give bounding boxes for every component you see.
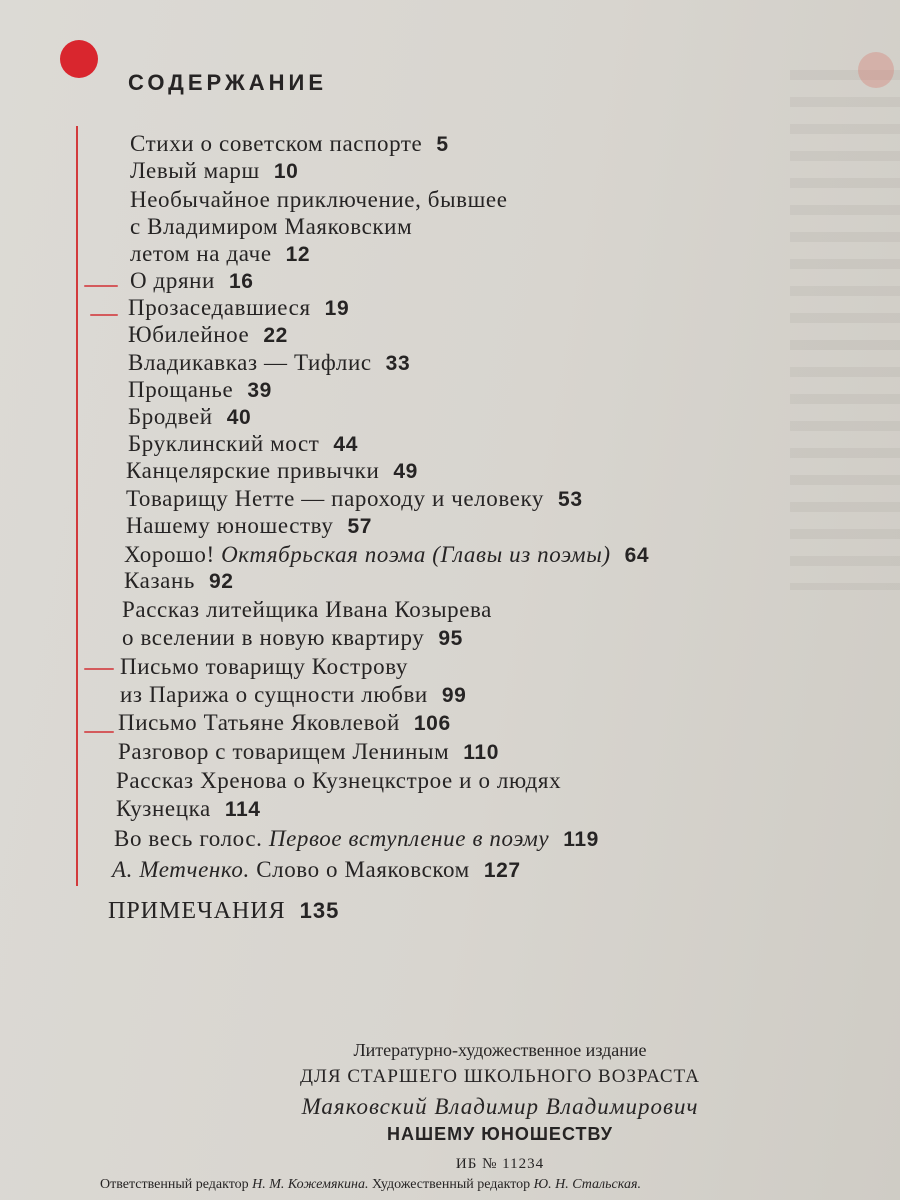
toc-entry: Рассказ Хренова о Кузнецкстрое и о людях [116,768,562,793]
red-tick-mark [84,731,114,733]
toc-entry: Стихи о советском паспорте 5 [130,131,449,156]
page-number: 64 [624,544,650,567]
page-number: 16 [228,270,254,293]
toc-entry: Письмо товарищу Кострову [120,654,408,679]
page-number: 19 [324,297,350,320]
page-number: 57 [347,515,373,538]
toc-subtitle: Первое вступление в поэму [268,826,550,851]
faint-red-dot-marker [858,52,894,88]
toc-entry: Бруклинский мост 44 [128,431,358,456]
red-tick-mark [84,668,114,670]
notes-entry: ПРИМЕЧАНИЯ 135 [108,898,340,924]
red-tick-mark [84,285,118,287]
page-number: 12 [285,243,311,266]
page-number: 22 [263,324,288,347]
colophon-audience: ДЛЯ СТАРШЕГО ШКОЛЬНОГО ВОЗРАСТА [300,1066,700,1087]
toc-entry: Письмо Татьяне Яковлевой 106 [118,710,451,735]
colophon-book-title: НАШЕМУ ЮНОШЕСТВУ [387,1124,613,1144]
page-number: 49 [393,460,418,483]
page-number: 92 [208,570,234,593]
toc-entry: Владикавказ — Тифлис 33 [128,350,411,375]
page-number: 106 [413,712,451,735]
toc-entry: Рассказ литейщика Ивана Козырева [122,597,492,622]
page-number: 119 [563,828,599,851]
toc-entry: из Парижа о сущности любви 99 [120,682,467,707]
toc-entry: Прозаседавшиеся 19 [128,295,350,320]
page-number: 40 [226,406,252,429]
red-dot-marker [60,40,98,78]
toc-entry: Канцелярские привычки 49 [126,458,418,483]
page-number: 114 [224,798,261,821]
toc-entry: Казань 92 [124,568,234,593]
toc-entry: Разговор с товарищем Лениным 110 [118,739,499,764]
toc-entry: Бродвей 40 [128,404,252,429]
toc-entry: Нашему юношеству 57 [126,513,373,538]
toc-entry: Хорошо! Октябрьская поэма (Главы из поэмы) 64 [124,542,650,567]
red-margin-line [76,126,78,886]
toc-entry: Товарищу Нетте — пароходу и человеку 53 [126,486,583,511]
toc-author: А. Метченко. [112,857,250,882]
page-number: 39 [247,379,272,402]
toc-subtitle: Октябрьская поэма (Главы из поэмы) [221,542,611,567]
colophon-ib-number: ИБ № 11234 [455,1156,545,1172]
page-number: 5 [436,133,449,156]
toc-entry: Юбилейное 22 [128,322,288,347]
toc-entry: Необычайное приключение, бывшее [130,187,508,212]
toc-entry: Прощанье 39 [128,377,272,402]
colophon-editors: Ответственный редактор Н. М. Кожемякина. Художественный редактор Ю. Н. Стальская. [100,1177,641,1192]
toc-entry: О дряни 16 [130,268,254,293]
toc-entry: А. Метченко. Слово о Маяковском 127 [112,857,521,882]
page-number: 127 [483,859,521,882]
page-number: 53 [558,488,583,511]
toc-entry: о вселении в новую квартиру 95 [122,625,463,650]
colophon-edition-type: Литературно-художественное издание [353,1040,647,1060]
toc-entry: с Владимиром Маяковским [130,214,413,239]
toc-entry: летом на даче 12 [130,241,311,266]
toc-entry: Левый марш 10 [130,158,299,183]
page-number: 44 [333,433,358,456]
toc-entry: Во весь голос. Первое вступление в поэму 119 [114,826,599,851]
page-number: 135 [299,898,340,923]
page-number: 33 [385,352,411,375]
bleed-through-text [790,70,900,590]
red-tick-mark [90,314,118,316]
colophon-author: Маяковский Владимир Владимирович [301,1094,699,1119]
page-number: 99 [441,684,467,707]
page-number: 95 [438,627,463,650]
page-number: 10 [273,160,299,183]
page-number: 110 [463,741,499,764]
toc-entry: Кузнецка 114 [116,796,261,821]
toc-heading: СОДЕРЖАНИЕ [128,70,328,95]
